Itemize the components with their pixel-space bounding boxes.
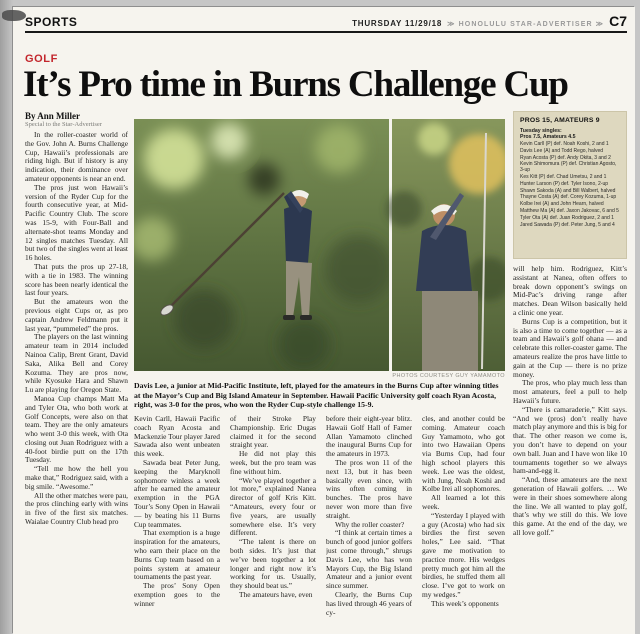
article-column-1 <box>25 131 128 631</box>
article-paragraph: “And, these amateurs are the next generation of Hawaii golfers. … We were in their shoes somewhere along the line. We all wanted to play golf, that’s why we still do this. We love this game. At the end of the day, we all love golf.” <box>513 475 627 537</box>
masthead-page-number: C7 <box>609 13 627 29</box>
article-paragraph: But the amateurs won the previous eight Cups or, as pro captain Andrew Feldmann put it last year, “pummeled” the pros. <box>25 297 128 333</box>
article-paragraph: The players on the last winning amateur team in 2014 included Nainoa Calip, Brent Grant, David Saka, Alika Bell and Corey Kozuma. They are pros now, while Kyosuke Hara and Shawn Lu are playing for Oregon State. <box>25 332 128 395</box>
headline: It’s Pro time in Burns Challenge Cup <box>23 64 568 105</box>
article-column-3 <box>230 415 316 631</box>
masthead-right <box>352 13 627 29</box>
article-column-4 <box>326 415 412 631</box>
masthead-date: THURSDAY 11/29/18 <box>352 19 443 28</box>
article-paragraph: before their eight-year blitz. Hawaii Golf Hall of Famer Allan Yamamoto clinched the inaugural Burns Cup for the amateurs in 1973. <box>326 415 412 459</box>
score-result-line: Kevin Carll (P) def. Noah Koshi, 2 and 1 <box>520 141 609 147</box>
article-paragraph: “Tell me how the hell you make that,” Rodriguez said, with a big smile. “Awesome.” <box>25 464 128 491</box>
photo-right-golfer-portrait <box>386 119 505 371</box>
score-result-line: Thayne Costa (A) def. Corey Kozuma, 1-up <box>520 194 617 201</box>
score-result-line: Shawn Sakoda (A) and Bill Walbert, halved <box>520 187 616 194</box>
article-paragraph: He did not play this week, but the pro team was fine without him. <box>230 449 316 476</box>
score-result-line: Hunter Larson (P) def. Tyler Isono, 2-up <box>520 180 609 187</box>
masthead-paper-name: ≫ HONOLULU STAR-ADVERTISER ≫ <box>447 21 605 28</box>
article-paragraph: Manoa Cup champs Matt Ma and Tyler Ota, who both work at Golf Concepts, were also on that team. They are the only amateurs who went 3-0 this week, with Ota closing out Juan Rodriguez with a 40-foot birdie putt on the 17th Tuesday. <box>25 393 128 465</box>
byline <box>25 111 102 129</box>
kicker-golf: GOLF <box>25 53 58 65</box>
article-paragraph: of their Stroke Play Championship. Eric Dugas claimed it for the second straight year. <box>230 415 316 450</box>
photo-divider <box>389 119 392 371</box>
score-result-line: Kolbe Irei (A) and John Hearn, halved <box>520 201 604 208</box>
article-photo <box>134 119 505 371</box>
score-box-results <box>520 142 620 228</box>
section-label: SPORTS <box>25 15 78 29</box>
article-paragraph: The pros won 11 of the next 13, but it has been basically even since, with wins often coming in bunches. The pros have never won more than five straight. <box>326 457 412 520</box>
article-paragraph: The amateurs have, even <box>239 589 313 599</box>
newspaper-page <box>13 7 635 634</box>
score-result-line: Jared Sawada (P) def. Peter Jung, 5 and 4 <box>520 221 615 228</box>
score-result-line: Matthew Ma (A) def. Jaxon Jakovac, 6 and 5 <box>520 207 619 214</box>
article-paragraph: Why the roller coaster? <box>335 519 405 529</box>
score-result-line: Davis Lee (A) and Todd Rego, halved <box>520 147 604 154</box>
article-paragraph: “There is camaraderie,” Kitt says. “And we (pros) don’t really have match play anymore and this is big for that. The other reason we come is, you don’t have to depend on your own ball. Juan and I have won like 10 tournaments together so we always ham-and-egg it. <box>513 404 627 476</box>
score-box-title: PROS 15, AMATEURS 9 <box>520 117 600 124</box>
article-paragraph: All the other matches were pau, the pros clinching early with wins in five of the first six matches. Waialae Country Club head pro <box>25 490 128 527</box>
article-column-5 <box>422 415 505 631</box>
article-paragraph: The pros just won Hawaii’s version of the Ryder Cup for the fourth consecutive year, at Mid-Pacific Country Club. The score was 15-9, with Four-Ball and alternate-shot teams Monday and 12 singles matches Tuesday. All but two of the singles went at least 16 holes. <box>25 182 128 263</box>
score-result-line: Tyler Ota (A) def. Juan Rodriguez, 2 and 1 <box>520 214 614 221</box>
article-paragraph: “Yesterday I played with a guy (Acosta) who had six birdies the first seven holes,” Lee said. “That gave me motivation to practice more. His wedges pretty much got him all the birdies, he stuffed them all close. I’ve got to work on my wedges.” <box>422 510 505 599</box>
scan-smudge-artifact <box>2 10 26 21</box>
article-paragraph: This week’s opponents <box>431 598 499 608</box>
article-paragraph: will help him. Rodriguez, Kitt’s assistant at Nanea, often offers to break down opponent’s swings on Mid-Pac’s driving range after matches. Dean Wilson basically held a clinic one year. <box>513 265 627 317</box>
golf-photo-illustration <box>134 119 505 371</box>
score-result-line: Kevin Shimomura (P) def. Christian Agosto, 3-up <box>520 161 617 174</box>
article-paragraph: “We’ve played together a lot more,” explained Nanea director of golf Kris Kitt. “Amateurs, every four or five years, are usually somewhere else. It’s very different. <box>230 475 316 538</box>
article-paragraph: Kevin Carll, Hawaii Pacific coach Ryan Acosta and Mackenzie Tour player Jared Sawada also went unbeaten this week. <box>134 415 220 459</box>
article-paragraph: “I think at certain times a bunch of good junior golfers just come through,” shrugs Davis Lee, who has won Mayors Cup, the Big Island Amateur and a junior event since summer. <box>326 528 412 591</box>
masthead-rule <box>25 31 627 33</box>
byline-author: By Ann Miller <box>25 111 81 121</box>
article-paragraph: That exemption is a huge inspiration for the amateurs, who earn their place on the Burns Cup team based on a points system at amateur tournaments the past year. <box>134 528 220 582</box>
score-box-heading-1: Tuesday singles: <box>520 128 562 134</box>
article-paragraph: cles, and another could be coming. Amateur coach Guy Yamamoto, who got into two Hawaiian Opens via Burns Cup, had four high school players this week. Lee was the oldest, with Jung, Noah Koshi and Kolbe Irei all sophomores. <box>422 415 505 494</box>
article-paragraph: That puts the pros up 27-18, with a tie in 1983. The winning score has been nearly identical the last four years. <box>25 261 128 298</box>
photo-caption: Davis Lee, a junior at Mid-Pacific Institute, left, played for the amateurs in the Burns Cup after winning titles at the Mayor’s Cup and Big Island Amateur in September. Hawaii Pacific University golf coach Ryan Acosta, right, was 3-0 for the pros, who won the Ryder Cup-style challenge 15-9. <box>134 381 499 410</box>
score-box-heading-2: Pros 7.5, Amateurs 4.5 <box>520 134 576 140</box>
article-paragraph: The pros, who play much less than most amateurs, feel a pull to help Hawaii’s future. <box>513 378 627 405</box>
photo-credit: PHOTOS COURTESY GUY YAMAMOTO <box>392 373 505 379</box>
masthead <box>25 13 627 30</box>
photo-left-golfer-swing <box>134 119 393 371</box>
score-box <box>513 111 627 259</box>
article-column-6-right-rail <box>513 265 627 631</box>
article-paragraph: The pros’ Sony Open exemption goes to the winner <box>134 581 220 608</box>
score-result-line: Ryan Acosta (P) def. Andy Okita, 3 and 2 <box>520 154 611 161</box>
article-paragraph: Burns Cup is a competition, but it is also a time to come together — as a team and Hawaii’s golf ohana — and celebrate this roller-coaster game. The amateurs realize the pros have little to gain at the Cup — there is no prize money. <box>513 316 627 379</box>
byline-affiliation: Special to the Star-Advertiser <box>25 121 102 128</box>
article-paragraph: Sawada beat Peter Jung, keeping the Maryknoll sophomore winless a week after he earned the amateur exemption in the PGA Tour’s Sony Open in Hawaii — by beating his 11 Burns Cup teammates. <box>134 457 220 529</box>
article-paragraph: All learned a lot this week. <box>422 493 505 511</box>
article-column-2 <box>134 415 220 631</box>
article-paragraph: “The talent is there on both sides. It’s just that we’ve been together a lot longer and right now it’s working for us. Usually, they should beat us.” <box>230 537 316 591</box>
article-paragraph: Clearly, the Burns Cup has lived through 46 years of cy- <box>326 589 412 617</box>
article-paragraph: In the roller-coaster world of the Gov. John A. Burns Challenge Cup, Hawaii’s professionals are riding high. But if history is any indication, their dominance over amateur opponents is near an end. <box>25 131 128 183</box>
score-result-line: Kes Kitt (P) def. Chad Umetsu, 2 and 1 <box>520 173 607 180</box>
